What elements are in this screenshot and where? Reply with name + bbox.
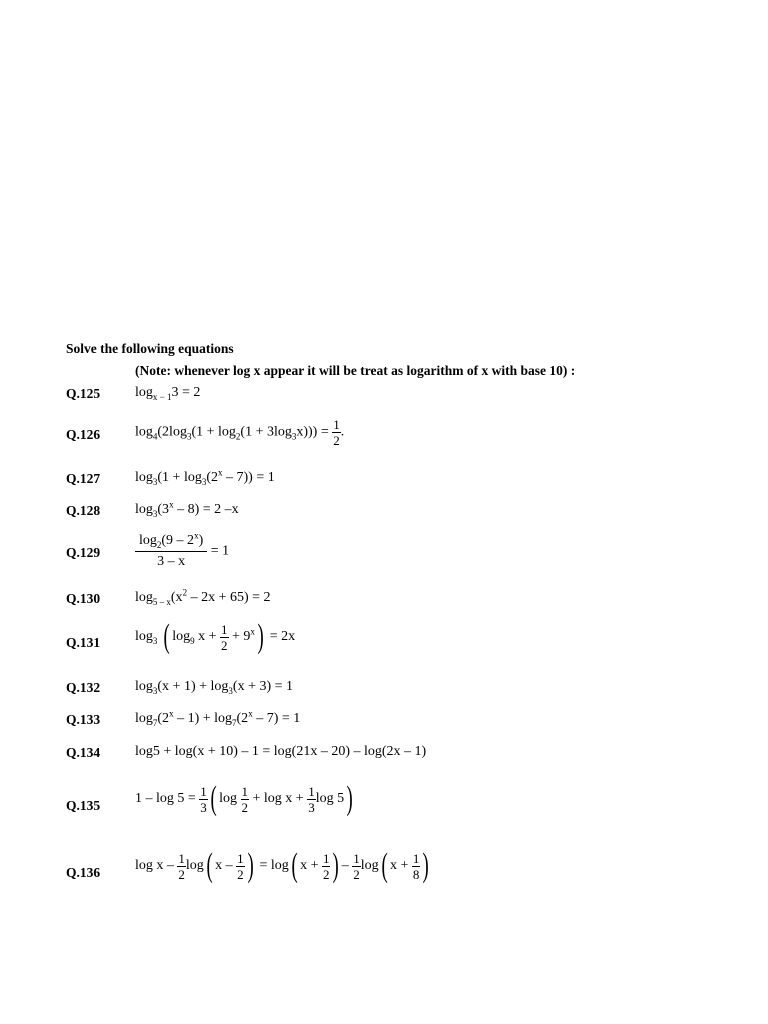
question-label: Q.131 [66, 635, 101, 650]
fraction: $\frac{1}{2}$ [178, 850, 185, 882]
fraction: $\frac{1}{8}$ [412, 850, 420, 882]
question-label: Q.130 [66, 591, 101, 606]
question-label: Q.126 [66, 427, 101, 442]
section-heading: Solve the following equations [66, 341, 234, 356]
fraction: $\frac{1}{2}$ [241, 783, 249, 815]
question-label: Q.127 [66, 471, 101, 486]
equation-q135: 1 – log 5 = $\frac{1}{3}$ ( log $\frac{1}{2}$ + log x + $\frac{1}{3}$ log 5) [135, 780, 353, 817]
question-label: Q.128 [66, 503, 101, 518]
equation-q131: $\log_3$ ( $\log_9 x$ + $\frac{1}{2}$ + $9^x) = 2x$ [135, 618, 296, 655]
question-label: Q.133 [66, 712, 101, 727]
fraction: $\frac{1}{2}$ [322, 850, 330, 882]
equation-q129: $\frac{\log_2(9 - 2^x)}{3 - x}$ = 1 [135, 534, 229, 569]
fraction: $\frac{1}{2}$ [333, 417, 340, 448]
fraction: $\frac{1}{3}$ [200, 783, 207, 815]
fraction: $\frac{1}{3}$ [308, 783, 315, 815]
question-label: Q.134 [66, 745, 101, 760]
equation-q126: $\log_4(2\log_3(1 + \log_2(1 + 3\log_3x)))$ = $\frac{1}{2}$ . [135, 417, 345, 448]
equation-q134: log5 + log(x + 10) – 1 = log(21x – 20) – log(2x – 1) [135, 744, 427, 759]
fraction: $\frac{1}{2}$ [221, 621, 228, 653]
note-text: (Note: whenever log x appear it will be treat as logarithm of x with base 10) : [135, 363, 576, 378]
question-label: Q.132 [66, 680, 101, 695]
question-label: Q.125 [66, 386, 101, 401]
equation-q133: $\log_7(2^x - 1) + \log_7(2^x - 7) = 1$ [135, 708, 301, 728]
equation-q128: $\log_3(3^x - 8) = 2$ –x [135, 499, 239, 519]
equation-q127: $\log_3(1 + \log_3(2^x - 7)) = 1$ [135, 467, 275, 487]
equation-q125: $\log_{x - 1}3 = 2$ [135, 385, 201, 402]
question-label: Q.136 [66, 865, 101, 880]
fraction: $\frac{1}{2}$ [237, 850, 244, 882]
question-label: Q.135 [66, 798, 101, 813]
equation-q130: $\log_{5 - x}(x^2 - 2x + 65) = 2$ [135, 587, 271, 607]
question-label: Q.129 [66, 545, 101, 560]
fraction: $\frac{1}{2}$ [353, 850, 360, 882]
equation-q136: log x – $\frac{1}{2}$ log( x – $\frac{1}{2}$ ) = log( x + $\frac{1}{2}$ ) – $\frac{1}{2}$ log( x + $\frac{1}{8}$ ) [135, 847, 430, 884]
fraction: $\frac{\log_2(9 - 2^x)}{3 - x}$ [135, 534, 207, 569]
equation-q132: $\log_3(x + 1) + \log_3(x + 3) = 1$ [135, 679, 294, 696]
